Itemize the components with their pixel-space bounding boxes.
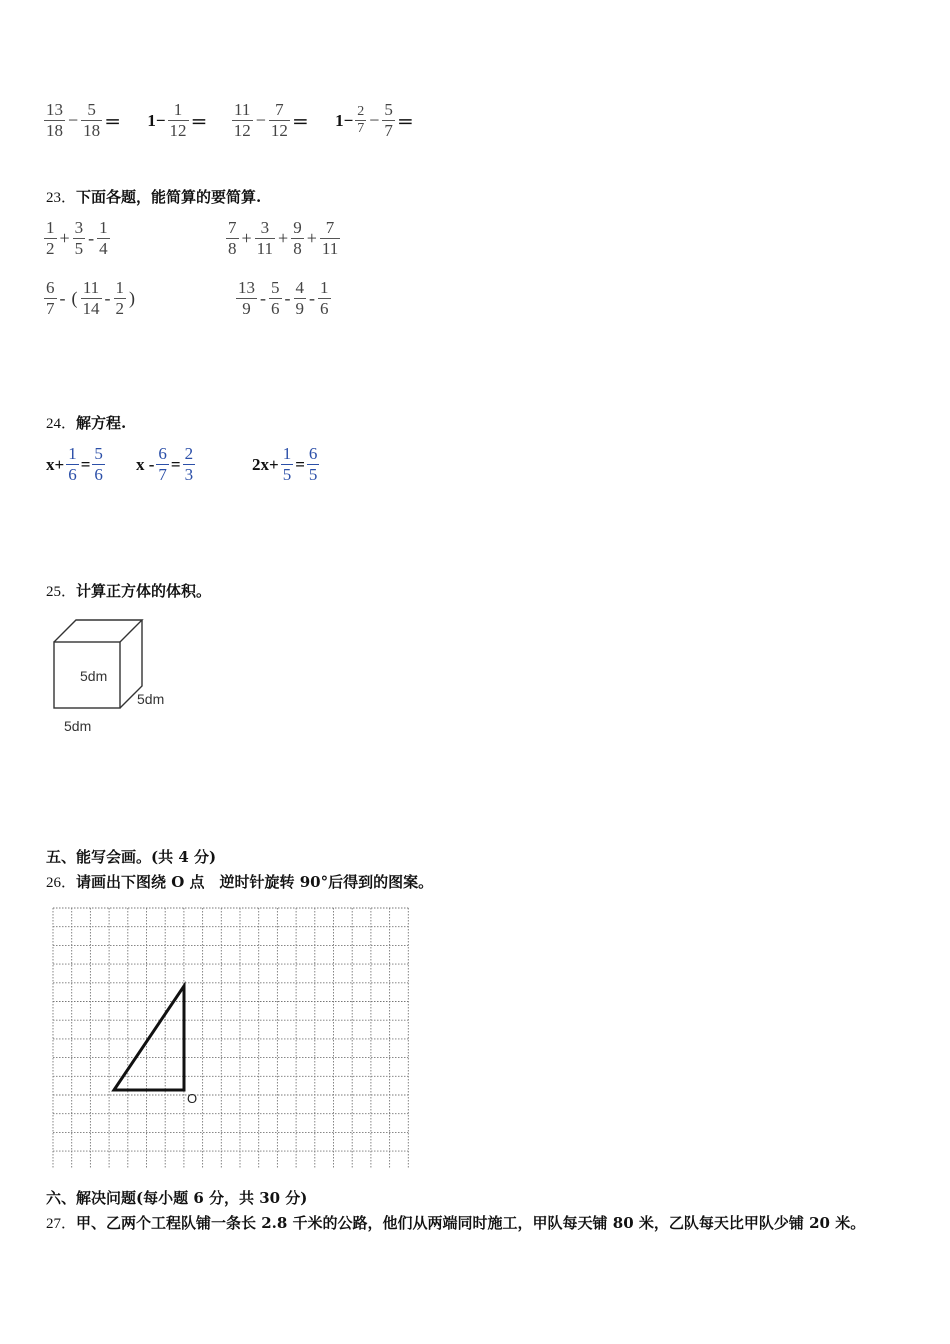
q22-expression-row	[44, 100, 416, 141]
q24-equation-3: 2x+ $\frac{1}{5}$ = $\frac{6}{5}$	[252, 444, 318, 484]
q22-expr-1: $\frac{13}{18}$ − $\frac{5}{18}$ ＝	[46, 100, 122, 140]
q26-heading: 26．请画出下图绕 O 点 逆时针旋转 90°后得到的图案。	[46, 873, 434, 891]
q23-expr-2: $\frac{7}{8}$ + $\frac{3}{11}$ + $\frac{9}{8}$ + $\frac{7}{11}$	[228, 218, 339, 258]
section-5-title: 五、能写会画。(共 4 分)	[46, 848, 217, 866]
point-o-label: O	[187, 1091, 198, 1106]
q24-heading: 24．解方程.	[46, 414, 127, 432]
rotation-grid	[52, 906, 416, 1168]
q24-equation-1: x+ $\frac{1}{6}$ = $\frac{5}{6}$	[46, 444, 103, 484]
cube-label-front: 5dm	[80, 668, 108, 684]
section-6-title: 六、解决问题(每小题 6 分，共 30 分)	[46, 1189, 308, 1207]
q25-heading: 25．计算正方体的体积。	[46, 582, 212, 600]
q22-expr-3: $\frac{11}{12}$ − $\frac{7}{12}$ ＝	[233, 100, 309, 140]
q27-text: 27．甲、乙两个工程队铺一条长 2.8 千米的公路，他们从两端同时施工，甲队每天铺 80 米，乙队每天比甲队少铺 20 米。	[46, 1214, 866, 1232]
q22-expr-4: 1− $\frac{2}{7}$ − $\frac{5}{7}$ ＝	[335, 100, 414, 140]
cube-top-face	[54, 620, 142, 642]
q22-expr-2: 1− $\frac{1}{12}$ ＝	[147, 100, 208, 140]
cube-label-side: 5dm	[137, 691, 165, 707]
q23-heading: 23．下面各题，能简算的要简算.	[46, 188, 262, 206]
cube-label-bottom: 5dm	[64, 718, 92, 734]
grid-lines	[53, 908, 408, 1168]
q23-expr-4: $\frac{13}{9}$ - $\frac{5}{6}$ - $\frac{4}{9}$ - $\frac{1}{6}$	[238, 278, 329, 318]
q24-equation-2: x - $\frac{6}{7}$ = $\frac{2}{3}$	[136, 444, 194, 484]
q23-expr-3: $\frac{6}{7}$ - ( $\frac{11}{14}$ - $\frac{1}{2}$ )	[46, 278, 135, 318]
q23-expr-1: $\frac{1}{2}$ + $\frac{3}{5}$ - $\frac{1}{4}$	[46, 218, 108, 258]
